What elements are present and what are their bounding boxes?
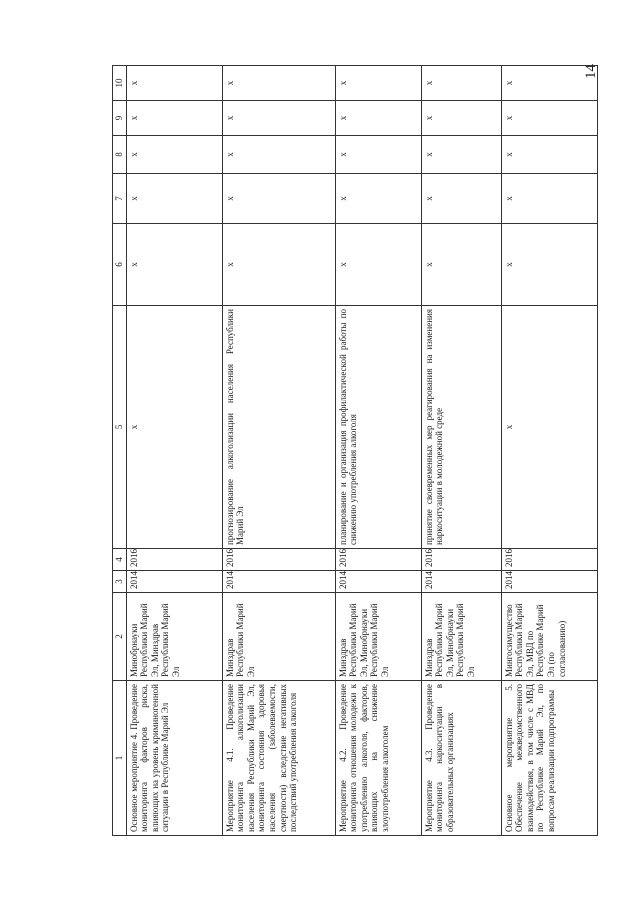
table-row — [421, 66, 501, 836]
table-row — [126, 66, 222, 836]
col-header-3: 3 — [113, 571, 127, 593]
value-cell: x — [222, 101, 335, 136]
start-year-cell: 2014 — [222, 571, 335, 593]
value-cell: x — [335, 224, 421, 306]
value-cell: x — [421, 101, 501, 136]
executor-cell: Минобрнауки Республики Марий Эл, Минздрав Республики Марий Эл — [126, 593, 222, 681]
value-cell: x — [126, 101, 222, 136]
executor-cell: Минздрав Республики Марий Эл, Минобрнауки Республики Марий Эл — [335, 593, 421, 681]
start-year-cell: 2014 — [335, 571, 421, 593]
executor-cell: Минздрав Республики Марий Эл, Минобрнауки Республики Марий Эл — [421, 593, 501, 681]
value-cell: x — [501, 66, 597, 101]
rotated-table-container — [112, 66, 595, 836]
value-cell: x — [126, 66, 222, 101]
value-cell: x — [421, 174, 501, 224]
col-header-4: 4 — [113, 549, 127, 571]
value-cell: x — [126, 174, 222, 224]
col-header-2: 2 — [113, 593, 127, 681]
value-cell: x — [421, 66, 501, 101]
activity-cell: Мероприятие 4.2. Проведение мониторинга отношения молодежи к употреблению алкоголя, факторов, влияющих на снижение злоупотребления алкоголем — [335, 681, 421, 836]
value-cell: x — [501, 224, 597, 306]
value-cell: x — [222, 136, 335, 174]
executor-cell: Мингосимущество Республики Марий Эл, МВД по Республике Марий Эл (по согласованию) — [501, 593, 597, 681]
end-year-cell: 2016 — [501, 549, 597, 571]
result-cell: планирование и организация профилактической работы по снижению употребления алкоголя — [335, 306, 421, 549]
table-row — [501, 66, 597, 836]
start-year-cell: 2014 — [501, 571, 597, 593]
col-header-1: 1 — [113, 681, 127, 836]
result-cell: x — [501, 306, 597, 549]
activity-cell: Мероприятие 4.3. Проведение мониторинга наркоситуации в образовательных организациях — [421, 681, 501, 836]
col-header-6: 6 — [113, 224, 127, 306]
end-year-cell: 2016 — [222, 549, 335, 571]
result-cell: прогнозирование алкоголизации населения Республики Марий Эл — [222, 306, 335, 549]
value-cell: x — [222, 66, 335, 101]
value-cell: x — [421, 224, 501, 306]
start-year-cell: 2014 — [126, 571, 222, 593]
value-cell: x — [335, 174, 421, 224]
value-cell: x — [501, 174, 597, 224]
page-number: 14 — [583, 64, 599, 79]
result-cell: x — [126, 306, 222, 549]
value-cell: x — [126, 224, 222, 306]
value-cell: x — [335, 101, 421, 136]
col-header-5: 5 — [113, 306, 127, 549]
value-cell: x — [222, 224, 335, 306]
value-cell: x — [421, 136, 501, 174]
activity-cell: Мероприятие 4.1. Проведение мониторинга алкоголизации населения Республики Марий Эл, мониторинга состояния здоровья населения (заболеваемости, смертности) вследствие негативных последствий употребления алкоголя — [222, 681, 335, 836]
value-cell: x — [335, 66, 421, 101]
activity-cell: Основное мероприятие 5. Обеспечение межведомственного взаимодействия, в том числе с МВД по Республике Марий Эл, по вопросам реализации подпрограммы — [501, 681, 597, 836]
value-cell: x — [222, 174, 335, 224]
col-header-10: 10 — [113, 66, 127, 101]
table-row — [335, 66, 421, 836]
start-year-cell: 2014 — [421, 571, 501, 593]
col-header-9: 9 — [113, 101, 127, 136]
col-header-7: 7 — [113, 174, 127, 224]
end-year-cell: 2016 — [335, 549, 421, 571]
value-cell: x — [335, 136, 421, 174]
value-cell: x — [501, 136, 597, 174]
result-cell: принятие своевременных мер реагирования на изменения наркоситуации в молодежной среде — [421, 306, 501, 549]
value-cell: x — [501, 101, 597, 136]
header-row — [113, 66, 127, 836]
end-year-cell: 2016 — [126, 549, 222, 571]
table-row — [222, 66, 335, 836]
col-header-8: 8 — [113, 136, 127, 174]
program-table — [112, 65, 598, 836]
executor-cell: Минздрав Республики Марий Эл — [222, 593, 335, 681]
end-year-cell: 2016 — [421, 549, 501, 571]
value-cell: x — [126, 136, 222, 174]
activity-cell: Основное мероприятие 4. Проведение мониторинга факторов риска, влияющих на уровень криминогенной ситуации в Республике Марий Эл — [126, 681, 222, 836]
